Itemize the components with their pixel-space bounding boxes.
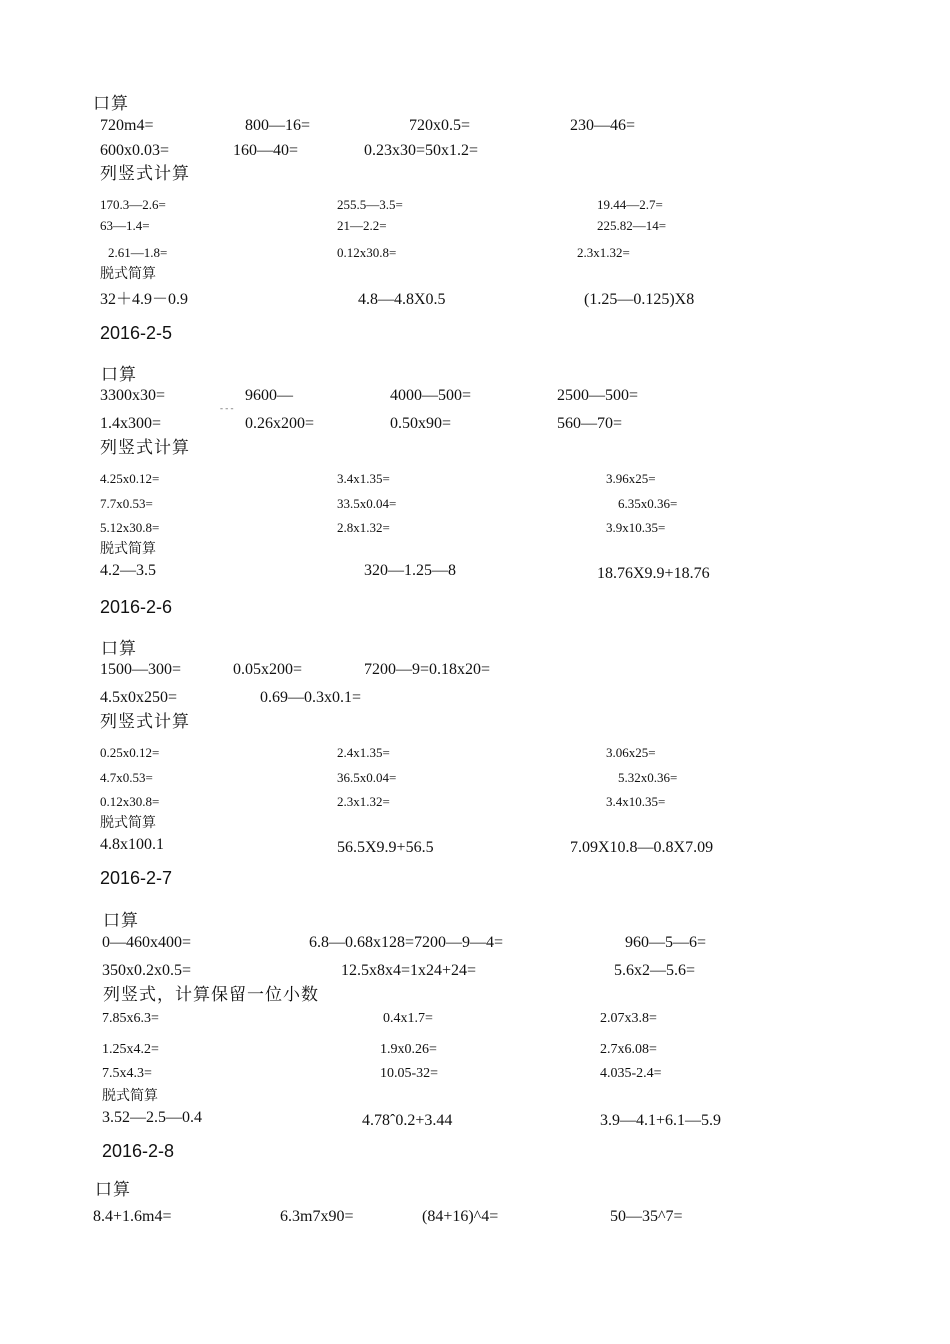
simplify-problem: 32＋4.9－0.9 — [100, 291, 189, 308]
oral-problem: 350x0.2x0.5= — [102, 962, 192, 979]
section-date: 2016-2-5 — [100, 323, 173, 343]
oral-problem: 230—46= — [570, 117, 636, 134]
vertical-problem: 2.4x1.35= — [337, 745, 390, 760]
oral-problem: 960—5—6= — [625, 934, 707, 951]
vertical-problem: 7.85x6.3= — [102, 1011, 159, 1026]
vertical-problem: 33.5x0.04= — [337, 496, 397, 511]
vertical-problem: 63—1.4= — [100, 218, 150, 233]
oral-problem: 0.05x200= — [233, 661, 303, 678]
oral-problem: 0.23x30=50x1.2= — [364, 142, 479, 159]
simplify-problem: 4.78ˆ0.2+3.44 — [362, 1112, 453, 1129]
simplify-problem: (1.25—0.125)X8 — [584, 291, 695, 308]
vertical-problem: 3.4x1.35= — [337, 471, 390, 486]
oral-problem: 12.5x8x4=1x24+24= — [341, 962, 477, 979]
vertical-problem: 0.4x1.7= — [383, 1011, 433, 1026]
simplify-problem: 320—1.25—8 — [364, 562, 456, 579]
vertical-problem: 225.82—14= — [597, 218, 667, 233]
vertical-problem: 6.35x0.36= — [618, 496, 678, 511]
vertical-problem: 3.4x10.35= — [606, 794, 666, 809]
simplify-heading: 脱式简算 — [100, 541, 156, 557]
vertical-problem: 1.9x0.26= — [380, 1042, 437, 1057]
oral-problem: 560—70= — [557, 415, 623, 432]
oral-problem: 2500—500= — [557, 387, 639, 404]
vertical-problem: 3.9x10.35= — [606, 520, 666, 535]
simplify-problem: 4.8x100.1 — [100, 836, 164, 853]
oral-problem: 720x0.5= — [409, 117, 471, 134]
vertical-problem: 255.5—3.5= — [337, 197, 403, 212]
simplify-problem: 18.76X9.9+18.76 — [597, 565, 710, 582]
vertical-heading: 列竖式，计算保留一位小数 — [103, 985, 319, 1005]
vertical-problem: 5.32x0.36= — [618, 770, 678, 785]
vertical-problem: 36.5x0.04= — [337, 770, 397, 785]
oral-problem: 9600— — [245, 387, 293, 404]
stray-marks: - - - — [220, 403, 234, 413]
oral-heading: 口算 — [101, 365, 137, 385]
section-date: 2016-2-7 — [100, 868, 173, 888]
oral-problem: 5.6x2—5.6= — [614, 962, 696, 979]
vertical-heading: 列竖式计算 — [100, 164, 190, 184]
vertical-problem: 4.7x0.53= — [100, 770, 153, 785]
vertical-problem: 0.12x30.8= — [100, 794, 160, 809]
oral-problem: 0.50x90= — [390, 415, 452, 432]
vertical-problem: 170.3—2.6= — [100, 197, 166, 212]
section-date: 2016-2-8 — [102, 1141, 175, 1161]
oral-problem: 0.26x200= — [245, 415, 315, 432]
oral-problem: 8.4+1.6m4= — [93, 1208, 172, 1225]
simplify-heading: 脱式简算 — [100, 815, 156, 831]
oral-problem: 800—16= — [245, 117, 311, 134]
vertical-problem: 7.5x4.3= — [102, 1066, 152, 1081]
oral-heading: 口算 — [93, 94, 129, 114]
oral-problem: 7200—9=0.18x20= — [364, 661, 491, 678]
vertical-problem: 0.12x30.8= — [337, 245, 397, 260]
oral-heading: 口算 — [101, 639, 137, 659]
vertical-problem: 2.3x1.32= — [577, 245, 630, 260]
oral-problem: 6.3m7x90= — [280, 1208, 354, 1225]
vertical-problem: 4.035-2.4= — [600, 1066, 662, 1081]
oral-problem: 0—460x400= — [102, 934, 192, 951]
oral-problem: 50—35^7= — [610, 1208, 683, 1225]
vertical-heading: 列竖式计算 — [100, 712, 190, 732]
vertical-problem: 4.25x0.12= — [100, 471, 160, 486]
simplify-heading: 脱式简算 — [100, 266, 156, 282]
simplify-problem: 4.2—3.5 — [100, 562, 156, 579]
oral-problem: 6.8—0.68x128=7200—9—4= — [309, 934, 504, 951]
vertical-problem: 3.96x25= — [606, 471, 656, 486]
vertical-problem: 1.25x4.2= — [102, 1042, 159, 1057]
vertical-problem: 5.12x30.8= — [100, 520, 160, 535]
vertical-problem: 2.61—1.8= — [108, 245, 168, 260]
oral-problem: 0.69—0.3x0.1= — [260, 689, 362, 706]
simplify-problem: 3.9—4.1+6.1—5.9 — [600, 1112, 722, 1129]
vertical-problem: 19.44—2.7= — [597, 197, 663, 212]
oral-problem: 4000—500= — [390, 387, 472, 404]
oral-problem: 1.4x300= — [100, 415, 162, 432]
vertical-problem: 2.3x1.32= — [337, 794, 390, 809]
vertical-problem: 7.7x0.53= — [100, 496, 153, 511]
vertical-problem: 10.05-32= — [380, 1066, 439, 1081]
oral-problem: 160—40= — [233, 142, 299, 159]
vertical-problem: 21—2.2= — [337, 218, 387, 233]
simplify-problem: 4.8—4.8X0.5 — [358, 291, 446, 308]
oral-problem: 4.5x0x250= — [100, 689, 178, 706]
oral-problem: (84+16)^4= — [422, 1208, 499, 1225]
oral-problem: 1500—300= — [100, 661, 182, 678]
vertical-problem: 2.8x1.32= — [337, 520, 390, 535]
oral-problem: 600x0.03= — [100, 142, 170, 159]
vertical-problem: 0.25x0.12= — [100, 745, 160, 760]
simplify-heading: 脱式简算 — [102, 1088, 158, 1104]
section-date: 2016-2-6 — [100, 597, 173, 617]
oral-heading: 口算 — [95, 1180, 131, 1200]
oral-problem: 3300x30= — [100, 387, 166, 404]
vertical-heading: 列竖式计算 — [100, 438, 190, 458]
simplify-problem: 56.5X9.9+56.5 — [337, 839, 434, 856]
simplify-problem: 7.09X10.8—0.8X7.09 — [570, 839, 714, 856]
oral-problem: 720m4= — [100, 117, 154, 134]
simplify-problem: 3.52—2.5—0.4 — [102, 1109, 202, 1126]
vertical-problem: 3.06x25= — [606, 745, 656, 760]
vertical-problem: 2.7x6.08= — [600, 1042, 657, 1057]
vertical-problem: 2.07x3.8= — [600, 1011, 657, 1026]
oral-heading: 口算 — [103, 911, 139, 931]
